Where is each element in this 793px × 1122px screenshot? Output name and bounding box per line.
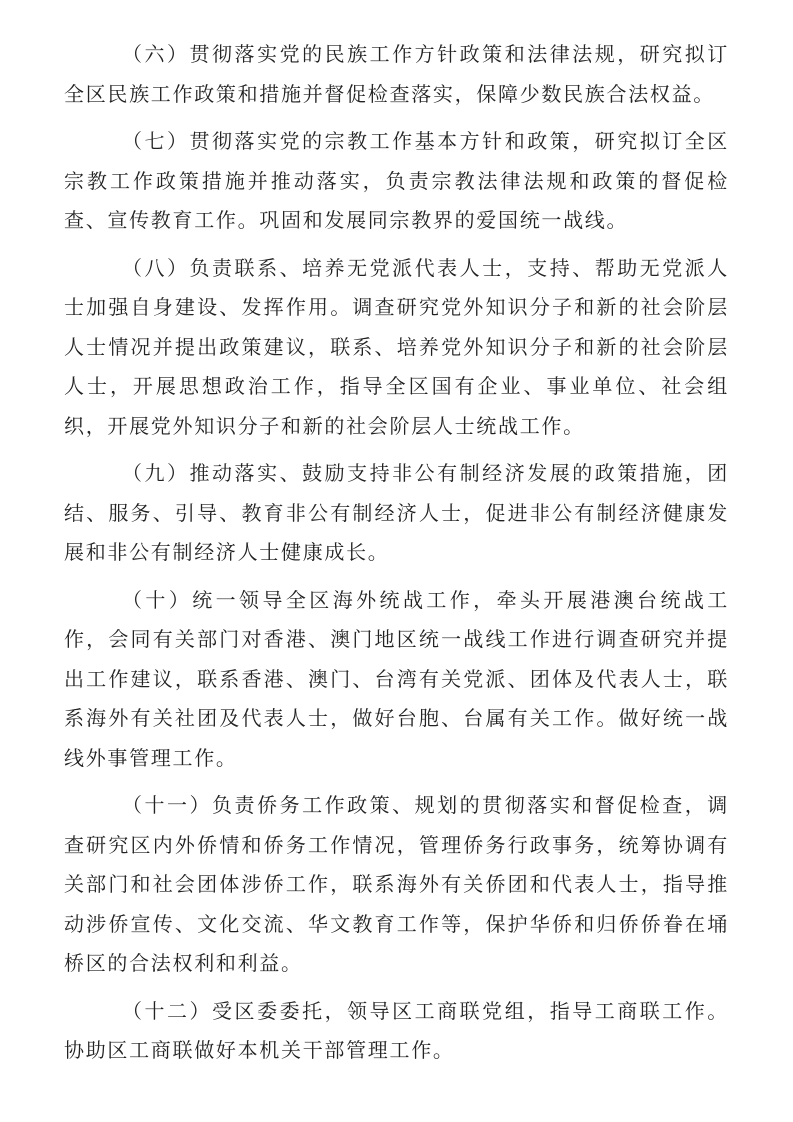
paragraph-text: （十一）负责侨务工作政策、规划的贯彻落实和督促检查，调查研究区内外侨情和侨务工作情况，管理侨务行政事务，统筹协调有关部门和社会团体涉侨工作，联系海外有关侨团和代表人士，指导推动涉侨宣传、文化交流、华文教育工作等，保护华侨和归侨侨眷在埇桥区的合法权利和利益。 bbox=[64, 793, 729, 975]
paragraph-text: （十二）受区委委托，领导区工商联党组，指导工商联工作。协助区工商联做好本机关干部管理工作。 bbox=[64, 998, 729, 1062]
paragraph-item-8 bbox=[64, 249, 729, 447]
paragraph-text: （八）负责联系、培养无党派代表人士，支持、帮助无党派人士加强自身建设、发挥作用。调查研究党外知识分子和新的社会阶层人士情况并提出政策建议，联系、培养党外知识分子和新的社会阶层人士，开展思想政治工作，指导全区国有企业、事业单位、社会组织，开展党外知识分子和新的社会阶层人士统战工作。 bbox=[64, 255, 729, 438]
paragraph-item-11 bbox=[64, 786, 729, 984]
paragraph-item-12 bbox=[64, 992, 729, 1071]
paragraph-item-9 bbox=[64, 454, 729, 573]
document-body bbox=[64, 35, 729, 1079]
paragraph-text: （六）贯彻落实党的民族工作方针政策和法律法规，研究拟订全区民族工作政策和措施并督促检查落实，保障少数民族合法权益。 bbox=[64, 42, 729, 106]
paragraph-item-7 bbox=[64, 122, 729, 241]
paragraph-text: （七）贯彻落实党的宗教工作基本方针和政策，研究拟订全区宗教工作政策措施并推动落实，负责宗教法律法规和政策的督促检查、宣传教育工作。巩固和发展同宗教界的爱国统一战线。 bbox=[64, 129, 729, 232]
paragraph-item-6 bbox=[64, 35, 729, 114]
paragraph-text: （九）推动落实、鼓励支持非公有制经济发展的政策措施，团结、服务、引导、教育非公有制经济人士，促进非公有制经济健康发展和非公有制经济人士健康成长。 bbox=[64, 461, 729, 564]
paragraph-item-10 bbox=[64, 581, 729, 779]
paragraph-text: （十）统一领导全区海外统战工作，牵头开展港澳台统战工作，会同有关部门对香港、澳门地区统一战线工作进行调查研究并提出工作建议，联系香港、澳门、台湾有关党派、团体及代表人士，联系海外有关社团及代表人士，做好台胞、台属有关工作。做好统一战线外事管理工作。 bbox=[64, 587, 729, 770]
